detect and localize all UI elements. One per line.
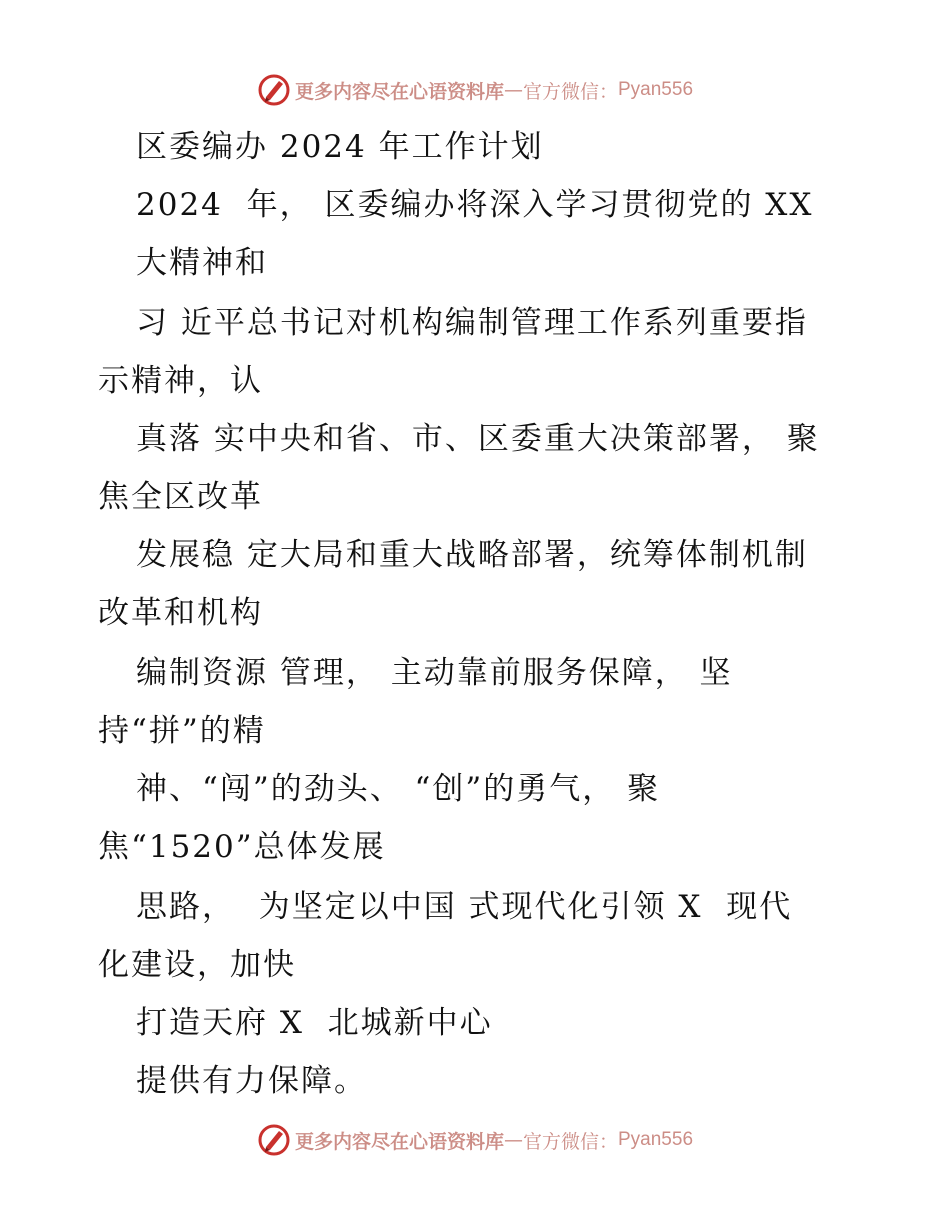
text-line: 习 近平总书记对机构编制管理工作系列重要指 bbox=[136, 305, 808, 341]
text-line: 焦“1520”总体发展 bbox=[98, 829, 386, 865]
text-line: 化建设，加快 bbox=[98, 947, 296, 983]
text-line: 焦全区改革 bbox=[98, 479, 263, 515]
watermark-sub-text: 官方微信： bbox=[522, 1130, 618, 1153]
watermark-main-text: 更多内容尽在心语资料库 bbox=[294, 1130, 504, 1153]
text-line: 持“拼”的精 bbox=[98, 713, 266, 749]
text-line: 2024 年， 区委编办将深入学习贯彻党的 XX bbox=[136, 187, 814, 223]
text-line: 思路， 为坚定以中国 式现代化引领 X 现代 bbox=[136, 889, 793, 925]
watermark-banner-top bbox=[0, 70, 950, 110]
text-line: 示精神，认 bbox=[98, 363, 263, 399]
text-line: 编制资源 管理， 主动靠前服务保障， 坚 bbox=[136, 655, 733, 691]
text-line: 改革和机构 bbox=[98, 595, 263, 631]
text-line: 打造天府 X 北城新中心 bbox=[136, 1005, 493, 1041]
pen-logo-icon bbox=[257, 73, 291, 107]
watermark-sub-text: 官方微信： bbox=[522, 80, 618, 103]
text-line: 提供有力保障。 bbox=[136, 1063, 367, 1099]
watermark-main-text: 更多内容尽在心语资料库 bbox=[294, 80, 504, 103]
watermark-dash: — bbox=[503, 79, 523, 101]
watermark-banner-bottom bbox=[0, 1120, 950, 1160]
watermark-dash: — bbox=[503, 1129, 523, 1151]
watermark-wechat-id: Pyan556 bbox=[618, 1129, 694, 1150]
watermark-wechat-id: Pyan556 bbox=[618, 79, 694, 100]
text-line: 大精神和 bbox=[136, 245, 268, 281]
document-title: 区委编办 2024 年工作计划 bbox=[136, 129, 544, 165]
pen-logo-icon bbox=[257, 1123, 291, 1157]
text-line: 神、“闯”的劲头、 “创”的勇气， 聚 bbox=[136, 771, 661, 807]
text-line: 真落 实中央和省、市、区委重大决策部署， 聚 bbox=[136, 421, 820, 457]
text-line: 发展稳 定大局和重大战略部署，统筹体制机制 bbox=[136, 537, 808, 573]
